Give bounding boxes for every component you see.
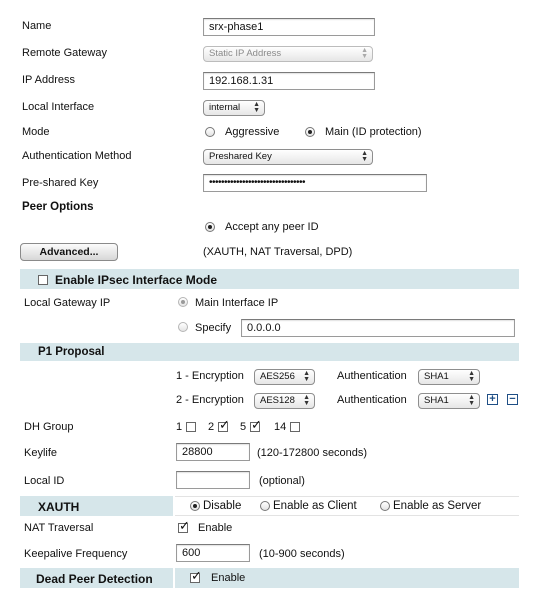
updown-arrows-icon: ▲ ▼ bbox=[253, 101, 260, 114]
keylife-hint: (120-172800 seconds) bbox=[257, 447, 368, 459]
plus-icon[interactable]: + bbox=[487, 394, 498, 405]
mode-label: Mode bbox=[22, 126, 50, 138]
updown-arrows-icon: ▲ ▼ bbox=[468, 370, 475, 383]
proposal2-auth-value: SHA1 bbox=[424, 395, 449, 406]
main-interface-radio[interactable] bbox=[178, 297, 188, 307]
divider bbox=[175, 496, 519, 497]
dpd-header: Dead Peer Detection bbox=[36, 572, 153, 586]
xauth-disable-radio[interactable] bbox=[190, 501, 200, 511]
dh-group-14-checkbox[interactable] bbox=[290, 422, 300, 432]
proposal1-auth-select[interactable] bbox=[418, 369, 480, 385]
dh-group-2-checkbox[interactable] bbox=[218, 422, 228, 432]
psk-input[interactable]: •••••••••••••••••••••••••••••••• bbox=[203, 174, 427, 192]
ip-address-input[interactable]: 192.168.1.31 bbox=[203, 72, 375, 90]
divider bbox=[175, 515, 519, 516]
dh-group-1-checkbox[interactable] bbox=[186, 422, 196, 432]
local-id-label: Local ID bbox=[24, 475, 65, 487]
minus-icon[interactable]: − bbox=[507, 394, 518, 405]
proposal1-auth-label: Authentication bbox=[337, 370, 407, 382]
p1-proposal-header: P1 Proposal bbox=[38, 346, 105, 358]
dh-group-1-label: 1 bbox=[176, 421, 183, 433]
local-id-input[interactable] bbox=[176, 471, 250, 489]
local-interface-value: internal bbox=[209, 102, 241, 113]
psk-label: Pre-shared Key bbox=[22, 177, 99, 189]
specify-radio[interactable] bbox=[178, 322, 188, 332]
advanced-button[interactable]: Advanced... bbox=[20, 243, 118, 261]
keepalive-hint: (10-900 seconds) bbox=[259, 548, 345, 560]
dpd-enable-label: Enable bbox=[211, 572, 246, 584]
dh-group-5-label: 5 bbox=[240, 421, 247, 433]
remote-gateway-label: Remote Gateway bbox=[22, 47, 107, 59]
auth-method-select[interactable] bbox=[203, 149, 373, 165]
proposal1-enc-label: 1 - Encryption bbox=[176, 370, 244, 382]
updown-arrows-icon: ▲ ▼ bbox=[303, 394, 310, 407]
updown-arrows-icon: ▲ ▼ bbox=[468, 394, 475, 407]
dh-group-2-label: 2 bbox=[208, 421, 215, 433]
xauth-disable-label: Disable bbox=[203, 500, 242, 512]
ip-address-label: IP Address bbox=[22, 74, 75, 86]
proposal2-enc-select[interactable] bbox=[254, 393, 315, 409]
proposal1-auth-value: SHA1 bbox=[424, 371, 449, 382]
mode-aggressive-label: Aggressive bbox=[225, 126, 280, 138]
local-interface-label: Local Interface bbox=[22, 101, 95, 113]
accept-peer-label: Accept any peer ID bbox=[225, 221, 319, 233]
remote-gateway-select[interactable] bbox=[203, 46, 373, 62]
dh-group-label: DH Group bbox=[24, 421, 74, 433]
proposal1-enc-select[interactable] bbox=[254, 369, 315, 385]
xauth-client-radio[interactable] bbox=[260, 501, 270, 511]
ipsec-mode-checkbox[interactable] bbox=[38, 275, 48, 285]
ipsec-mode-label: Enable IPsec Interface Mode bbox=[55, 273, 218, 287]
keylife-label: Keylife bbox=[24, 447, 58, 459]
peer-options-label: Peer Options bbox=[22, 201, 94, 213]
updown-arrows-icon: ▲ ▼ bbox=[361, 47, 368, 60]
proposal2-enc-label: 2 - Encryption bbox=[176, 394, 244, 406]
name-label: Name bbox=[22, 20, 52, 32]
xauth-header: XAUTH bbox=[38, 500, 80, 514]
name-input[interactable]: srx-phase1 bbox=[203, 18, 375, 36]
mode-main-radio[interactable] bbox=[305, 127, 315, 137]
advanced-note: (XAUTH, NAT Traversal, DPD) bbox=[203, 246, 353, 258]
updown-arrows-icon: ▲ ▼ bbox=[303, 370, 310, 383]
auth-method-label: Authentication Method bbox=[22, 150, 132, 162]
keepalive-input[interactable]: 600 bbox=[176, 544, 250, 562]
xauth-server-radio[interactable] bbox=[380, 501, 390, 511]
local-id-hint: (optional) bbox=[259, 475, 305, 487]
dh-group-14-label: 14 bbox=[274, 421, 287, 433]
local-gateway-label: Local Gateway IP bbox=[24, 297, 111, 309]
proposal2-enc-value: AES128 bbox=[260, 395, 295, 406]
dh-group-5-checkbox[interactable] bbox=[250, 422, 260, 432]
nat-traversal-label: NAT Traversal bbox=[24, 522, 94, 534]
nat-traversal-checkbox[interactable] bbox=[178, 523, 188, 533]
specify-ip-input[interactable]: 0.0.0.0 bbox=[241, 319, 515, 337]
proposal1-enc-value: AES256 bbox=[260, 371, 295, 382]
keylife-input[interactable]: 28800 bbox=[176, 443, 250, 461]
mode-main-label: Main (ID protection) bbox=[325, 126, 422, 138]
main-interface-label: Main Interface IP bbox=[195, 297, 279, 309]
nat-traversal-enable-label: Enable bbox=[198, 522, 233, 534]
accept-peer-radio[interactable] bbox=[205, 222, 215, 232]
specify-label: Specify bbox=[195, 322, 232, 334]
proposal2-auth-select[interactable] bbox=[418, 393, 480, 409]
remote-gateway-value: Static IP Address bbox=[209, 48, 282, 59]
xauth-server-label: Enable as Server bbox=[393, 500, 482, 512]
local-interface-select[interactable] bbox=[203, 100, 265, 116]
auth-method-value: Preshared Key bbox=[209, 151, 272, 162]
proposal2-auth-label: Authentication bbox=[337, 394, 407, 406]
xauth-client-label: Enable as Client bbox=[273, 500, 357, 512]
mode-aggressive-radio[interactable] bbox=[205, 127, 215, 137]
keepalive-label: Keepalive Frequency bbox=[24, 548, 128, 560]
dpd-checkbox[interactable] bbox=[190, 573, 200, 583]
updown-arrows-icon: ▲ ▼ bbox=[361, 150, 368, 163]
